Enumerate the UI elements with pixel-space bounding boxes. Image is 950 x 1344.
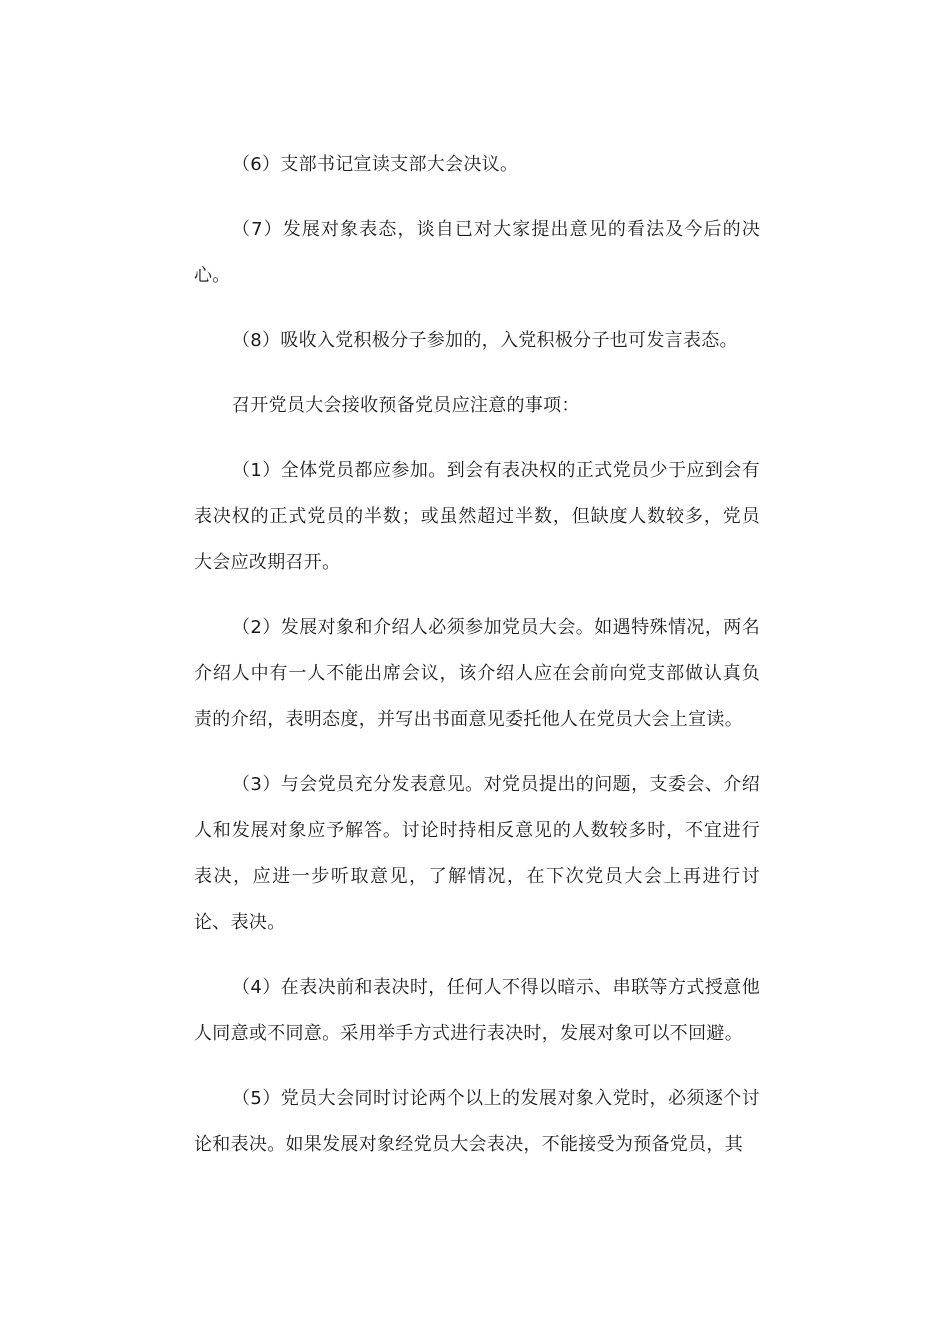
paragraph: （6）支部书记宣读支部大会决议。 bbox=[232, 154, 519, 175]
section-heading: 召开党员大会接收预备党员应注意的事项： bbox=[232, 395, 580, 416]
paragraph: （4）在表决前和表决时，任何人不得以暗示、串联等方式授意他人同意或不同意。采用举手方式进行表决时，发展对象可以不回避。 bbox=[194, 977, 760, 1044]
paragraph: （3）与会党员充分发表意见。对党员提出的问题，支委会、介绍人和发展对象应予解答。讨论时持相反意见的人数较多时，不宜进行表决，应进一步听取意见，了解情况，在下次党员大会上再进行讨论、表决。 bbox=[194, 774, 760, 933]
paragraph: （7）发展对象表态，谈自已对大家提出意见的看法及今后的决心。 bbox=[194, 219, 760, 286]
paragraph: （1）全体党员都应参加。到会有表决权的正式党员少于应到会有表决权的正式党员的半数；或虽然超过半数，但缺度人数较多，党员大会应改期召开。 bbox=[194, 460, 760, 573]
document-body bbox=[194, 142, 760, 1187]
paragraph: （5）党员大会同时讨论两个以上的发展对象入党时，必须逐个讨论和表决。如果发展对象经党员大会表决，不能接受为预备党员，其 bbox=[194, 1088, 760, 1155]
paragraph: （2）发展对象和介绍人必须参加党员大会。如遇特殊情况，两名介绍人中有一人不能出席会议，该介绍人应在会前向党支部做认真负责的介绍，表明态度，并写出书面意见委托他人在党员大会上宣读。 bbox=[194, 617, 760, 730]
paragraph: （8）吸收入党积极分子参加的，入党积极分子也可发言表态。 bbox=[232, 330, 738, 351]
